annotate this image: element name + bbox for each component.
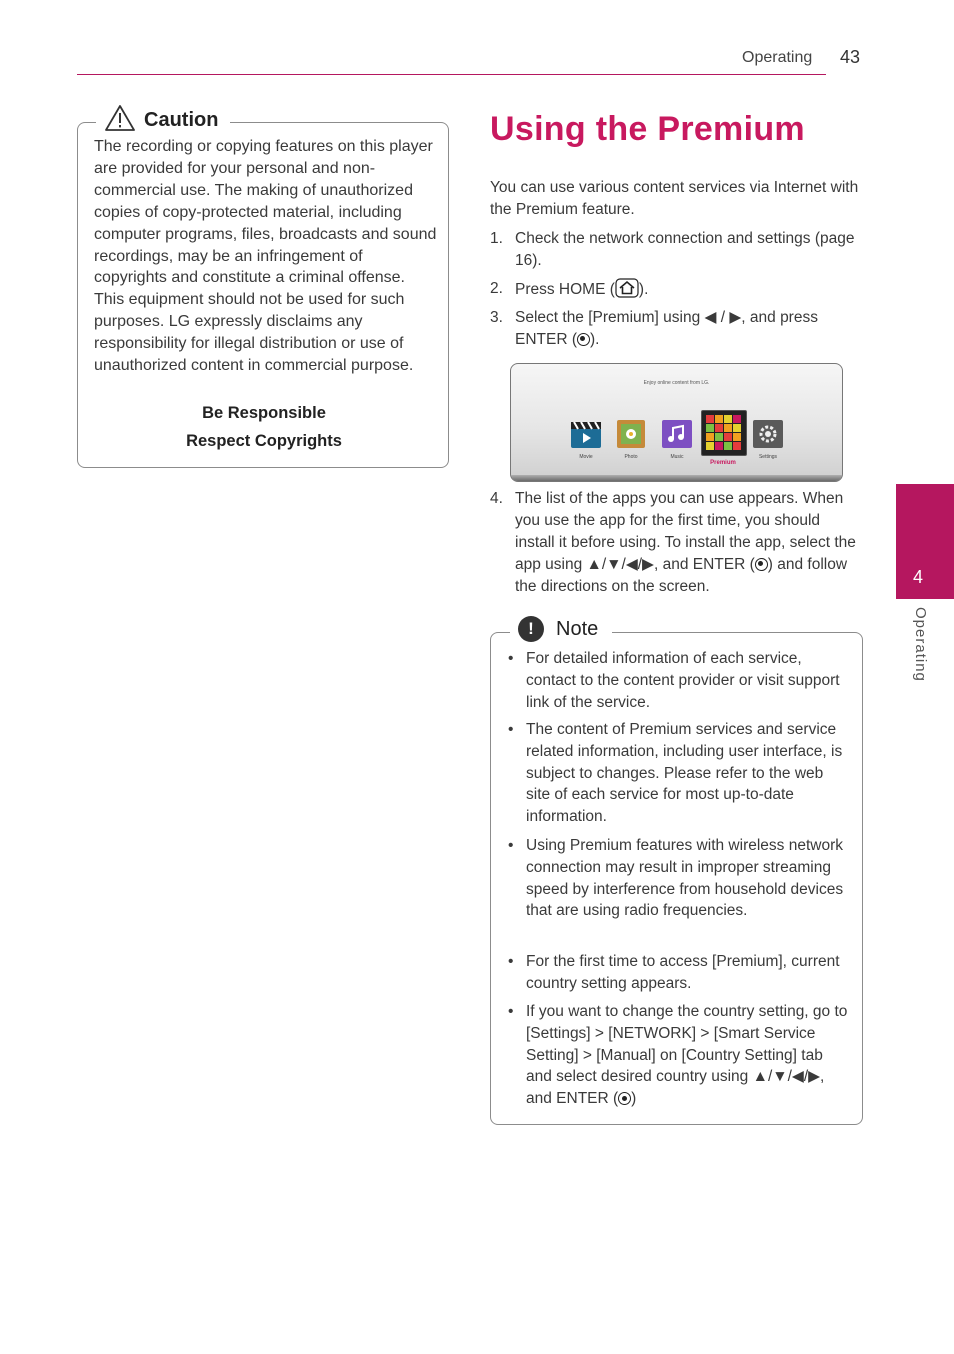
tile-label-movie: Movie [579,454,593,460]
bullet-dot-icon: • [508,650,514,667]
warning-triangle-icon [104,104,136,137]
note-bullet [508,835,848,922]
caution-header [96,104,230,136]
step-text: Check the network connection and settings (page 16). [515,230,855,269]
page-number: 43 [840,47,861,67]
note-bullet-text: For detailed information of each service, contact to the content provider or visit support link of the service. [526,650,840,711]
tile-label-music: Music [670,454,684,460]
step-number: 1. [490,230,503,247]
bullet-dot-icon: • [508,837,514,854]
movie-tile-icon [571,422,601,448]
note-bullet-text: If you want to change the country setting, go to [Settings] > [NETWORK] > [Smart Service Setting] > [Manual] on [Country Setting] tab and select desired country using ▲/▼/◀/▶, and ENTER ( ) [526,1003,848,1108]
step-item [490,307,862,351]
note-title: Note [556,617,599,640]
enter-button-icon [577,333,590,346]
step-number: 4. [490,490,503,507]
settings-tile-icon [753,420,783,448]
music-tile-icon [662,420,692,448]
note-bullet [508,1001,848,1110]
page-title: Using the Premium [490,110,805,148]
step-number: 2. [490,280,503,297]
bullet-dot-icon: • [508,953,514,970]
caution-text: The recording or copying features on this player are provided for your personal and non-commercial use. The making of unauthorized copies of copy-protected material, including computer programs, files, broadcasts and sound recordings, may be an infringement of copyrights and constitute a criminal offense. This equipment should not be used for such purposes. LG expressly disclaims any responsibility for illegal distribution or use of unauthorized content in commercial purpose. [94,138,437,375]
exclamation-icon: ! [518,616,544,642]
step-item [490,278,862,305]
header-section-label: Operating [742,49,813,66]
premium-menu-screenshot [510,363,843,482]
note-bullet-text: The content of Premium services and service related information, including user interface, is subject to changes. Please refer to the web site of each service for most up-to-date information. [526,721,843,826]
note-bullet-text: Using Premium features with wireless network connection may result in improper streaming speed by interference from household devices that are using radio frequencies. [526,837,844,920]
screenshot-caption: Enjoy online content from LG. [643,380,710,386]
chapter-label: Operating [912,607,929,682]
premium-tile-icon [701,410,747,456]
intro-paragraph: You can use various content services via Internet with the Premium feature. [490,179,859,218]
tile-label-settings: Settings [758,454,778,460]
photo-tile-icon [617,420,645,448]
step-item [490,228,862,272]
caution-slogan-copyrights: Respect Copyrights [186,432,342,450]
bullet-dot-icon: • [508,721,514,738]
caution-slogan-responsible: Be Responsible [202,404,326,422]
note-bullet-text: For the first time to access [Premium], current country setting appears. [526,953,840,992]
note-header [510,614,612,644]
note-bullet [508,648,848,713]
step-item [490,488,862,598]
step-number: 3. [490,309,503,326]
screenshot-bottom-bar [511,475,842,481]
step-text: The list of the apps you can use appears. When you use the app for the first time, you should install it before using. To install the app, select the app using ▲/▼/◀/▶, and ENTER ( ) and follow the directions on the screen. [515,490,856,595]
note-bullet [508,951,848,995]
header-divider [77,74,826,75]
tile-label-premium: Premium [710,460,736,466]
enter-button-icon [755,558,768,571]
bullet-dot-icon: • [508,1003,514,1020]
enter-button-icon [618,1092,631,1105]
step-text: Press HOME ( ). [515,278,862,305]
chapter-number: 4 [912,567,923,587]
chapter-tab [896,484,954,599]
caution-title: Caution [144,108,219,131]
home-icon [615,278,639,305]
tile-label-photo: Photo [624,454,638,460]
note-bullet [508,719,848,828]
step-text: Select the [Premium] using ◀ / ▶, and press ENTER ( ). [515,309,818,348]
